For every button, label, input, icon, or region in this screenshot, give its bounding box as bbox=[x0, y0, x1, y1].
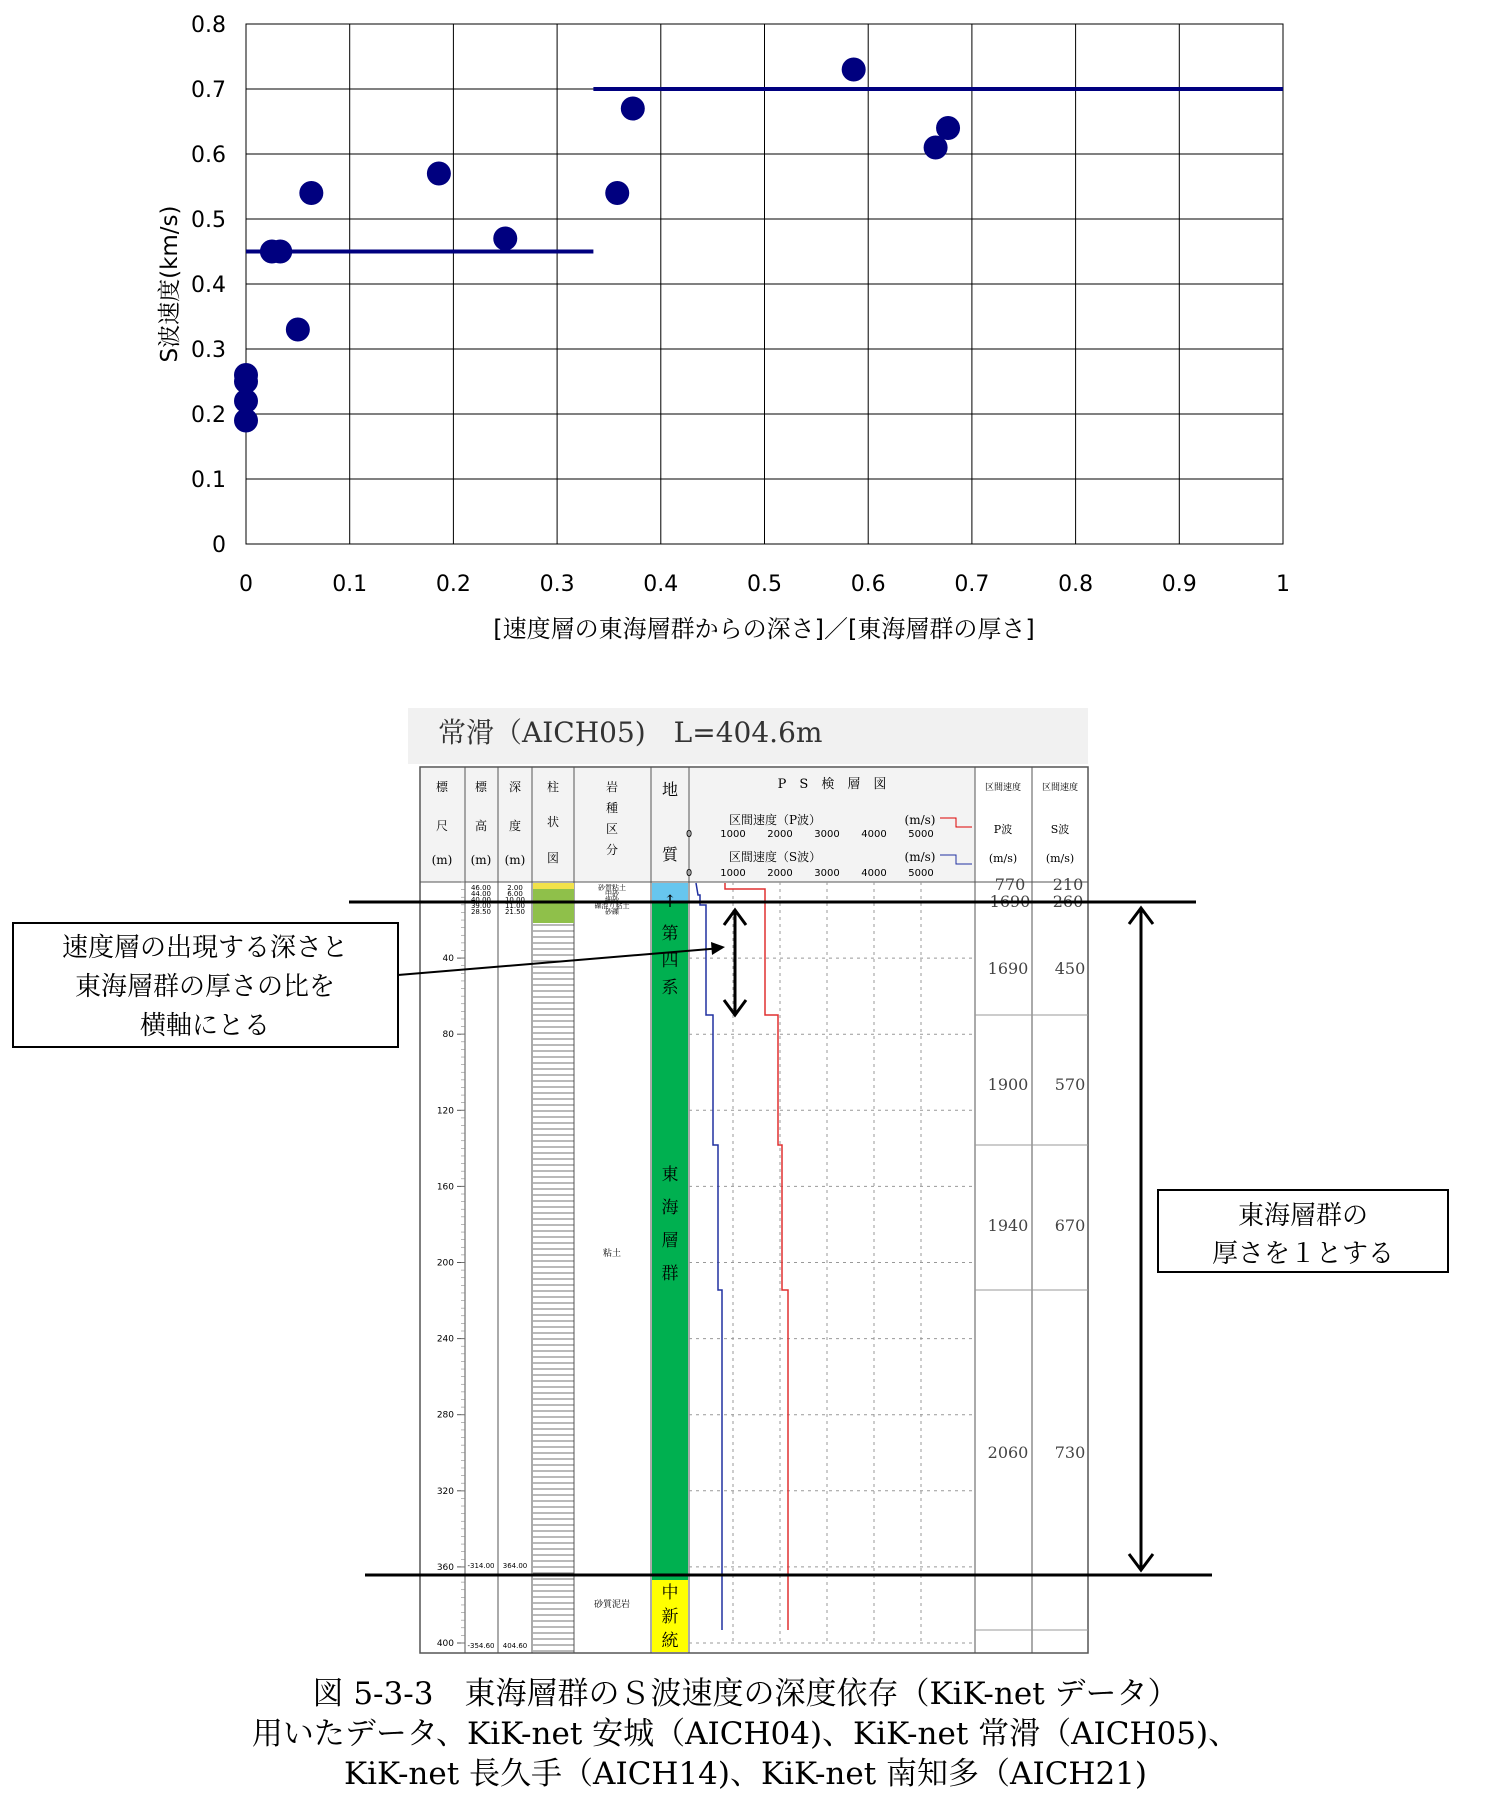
header-rock-2: 種 bbox=[605, 801, 619, 815]
header-vs-2: S波 bbox=[1050, 823, 1070, 836]
top-elev-value: 40.00 bbox=[470, 896, 492, 904]
top-rock-value: 砂礫 bbox=[605, 908, 619, 916]
header-depth-3: (m) bbox=[504, 853, 526, 867]
callout-right-line: 厚さを１とする bbox=[1211, 1239, 1395, 1269]
geo-tokai-4: 群 bbox=[661, 1264, 679, 1284]
geo-q-2: 四 bbox=[661, 951, 679, 971]
header-depth-1: 深 bbox=[508, 780, 522, 794]
header-elev-3: (m) bbox=[470, 853, 492, 867]
top-elev-value: 39.00 bbox=[470, 902, 492, 910]
y-tick-label: 0.7 bbox=[191, 78, 226, 103]
depth-tick-label: 160 bbox=[436, 1182, 454, 1193]
x-tick-label: 0.7 bbox=[954, 572, 990, 597]
data-point bbox=[621, 97, 645, 121]
data-point bbox=[234, 363, 258, 387]
geo-tokai-1: 東 bbox=[661, 1165, 679, 1185]
y-tick-label: 0.6 bbox=[191, 143, 226, 168]
header-column-2: 状 bbox=[546, 815, 560, 829]
top-rock-value: 砂質粘土 bbox=[598, 884, 626, 892]
depth-tick-label: 120 bbox=[436, 1106, 454, 1117]
x-tick-labels bbox=[239, 572, 1290, 597]
geo-neogene-3: 統 bbox=[661, 1631, 679, 1651]
geo-q-3: 系 bbox=[661, 978, 679, 998]
geo-neogene-1: 中 bbox=[661, 1583, 679, 1603]
top-depth-value: 2.00 bbox=[507, 884, 523, 892]
top-rock-value: 礫混り粘土 bbox=[594, 902, 630, 910]
header-p-unit: (m/s) bbox=[904, 813, 936, 827]
data-point bbox=[605, 181, 629, 205]
header-s-unit: (m/s) bbox=[904, 850, 936, 864]
header-rock-1: 岩 bbox=[605, 780, 619, 794]
y-tick-label: 0.4 bbox=[191, 273, 226, 298]
data-point bbox=[936, 116, 960, 140]
header-scale-2: 尺 bbox=[435, 819, 449, 833]
header-scale-3: (m) bbox=[431, 853, 453, 867]
log-title: 常滑（AICH05) L=404.6m bbox=[438, 716, 823, 749]
rock-label-clay: 粘土 bbox=[602, 1249, 622, 1259]
header-vp-3: (m/s) bbox=[988, 852, 1018, 865]
geo-q-1: 第 bbox=[661, 924, 679, 944]
header-s-label: 区間速度（S波） bbox=[728, 850, 822, 864]
x-tick-label: 0.5 bbox=[747, 572, 782, 597]
vp-value: 1690 bbox=[987, 959, 1029, 978]
depth-tick-label: 360 bbox=[436, 1562, 454, 1573]
y-tick-label: 0.3 bbox=[191, 338, 226, 363]
y-tick-label: 0.8 bbox=[191, 13, 226, 38]
vp-value: 2060 bbox=[987, 1443, 1029, 1462]
vp-value: 1940 bbox=[987, 1216, 1029, 1235]
top-soil-yellow bbox=[533, 883, 574, 889]
vs-value: 260 bbox=[1052, 892, 1084, 911]
ps-log-diagram bbox=[13, 708, 1448, 1653]
depth-tick-label: 40 bbox=[442, 954, 454, 965]
figure-caption-line3: KiK-net 長久手（AICH14)、KiK-net 南知多（AICH21) bbox=[343, 1756, 1147, 1792]
depth-tick-label: 240 bbox=[436, 1334, 454, 1345]
geo-q-arrow: ↑ bbox=[662, 892, 678, 912]
top-rock-value: 細砂 bbox=[605, 896, 619, 904]
vp-value: 1900 bbox=[987, 1075, 1029, 1094]
callout-right-line: 東海層群の bbox=[1237, 1201, 1369, 1231]
header-scale-1: 標 bbox=[435, 780, 449, 794]
s-tick-4000: 4000 bbox=[861, 868, 887, 879]
x-tick-label: 0.8 bbox=[1058, 572, 1094, 597]
top-depth-value: 10.00 bbox=[504, 896, 526, 904]
x-tick-label: 0.3 bbox=[539, 572, 575, 597]
depth-tick-label: 200 bbox=[436, 1258, 454, 1269]
geo-neogene-2: 新 bbox=[661, 1607, 679, 1627]
callout-left-line: 速度層の出現する深さと bbox=[61, 933, 349, 963]
callout-left-line: 横軸にとる bbox=[139, 1011, 271, 1041]
y-tick-label: 0.5 bbox=[191, 208, 226, 233]
thickness-arrow bbox=[1129, 908, 1153, 1570]
x-tick-label: 0.6 bbox=[850, 572, 886, 597]
vp-value: 1690 bbox=[989, 892, 1031, 911]
depth-tick-label: 400 bbox=[436, 1639, 454, 1649]
callout-left-line: 東海層群の厚さの比を bbox=[74, 972, 336, 1002]
figure-caption-line2: 用いたデータ、KiK-net 安城（AICH04)、KiK-net 常滑（AICH05)、 bbox=[251, 1716, 1240, 1752]
data-point bbox=[493, 227, 517, 251]
vs-value: 730 bbox=[1054, 1443, 1086, 1462]
header-geo-1: 地 bbox=[661, 780, 679, 799]
vs-value: 670 bbox=[1054, 1216, 1086, 1235]
s-tick-0: 0 bbox=[685, 868, 693, 879]
scatter-chart bbox=[157, 13, 1290, 643]
y-tick-label: 0 bbox=[212, 533, 226, 558]
vp-value: 770 bbox=[994, 875, 1026, 894]
top-depth-value: 21.50 bbox=[504, 908, 526, 916]
top-rock-value: 中砂 bbox=[605, 890, 619, 898]
bottom-elev-1: -314.00 bbox=[467, 1562, 495, 1570]
data-point bbox=[842, 58, 866, 82]
bottom-depth-1: 364.00 bbox=[502, 1562, 528, 1570]
depth-tick-label: 320 bbox=[436, 1486, 454, 1497]
header-geo-2: 質 bbox=[661, 845, 679, 864]
x-tick-label: 0.2 bbox=[435, 572, 471, 597]
x-tick-label: 1 bbox=[1276, 572, 1290, 597]
y-tick-label: 0.1 bbox=[191, 468, 226, 493]
p-tick-4000: 4000 bbox=[861, 829, 887, 840]
depth-tick-label: 80 bbox=[442, 1030, 454, 1041]
header-depth-2: 度 bbox=[508, 819, 522, 833]
s-tick-5000: 5000 bbox=[908, 868, 934, 879]
depth-tick-label: 280 bbox=[436, 1410, 454, 1421]
p-tick-0: 0 bbox=[685, 829, 693, 840]
data-point bbox=[268, 240, 292, 264]
top-depth-value: 6.00 bbox=[507, 890, 523, 898]
top-depth-value: 11.00 bbox=[504, 902, 526, 910]
header-vp-1: 区間速度 bbox=[984, 783, 1022, 793]
geo-tokai-2: 海 bbox=[661, 1198, 679, 1218]
header-column-3: 図 bbox=[546, 851, 560, 865]
y-axis-label: S波速度(km/s) bbox=[157, 205, 183, 363]
header-p-label: 区間速度（P波） bbox=[728, 813, 822, 827]
header-rock-3: 区 bbox=[605, 822, 619, 836]
y-tick-labels bbox=[191, 13, 226, 558]
header-vs-3: (m/s) bbox=[1045, 852, 1075, 865]
top-elev-value: 44.00 bbox=[470, 890, 492, 898]
data-point bbox=[286, 318, 310, 342]
p-tick-2000: 2000 bbox=[767, 829, 793, 840]
bottom-elev-2: -354.60 bbox=[467, 1642, 495, 1650]
bottom-depth-2: 404.60 bbox=[502, 1642, 528, 1650]
vs-value: 570 bbox=[1054, 1075, 1086, 1094]
x-tick-label: 0.9 bbox=[1161, 572, 1197, 597]
header-rock-4: 分 bbox=[605, 843, 619, 857]
header-elev-2: 高 bbox=[474, 819, 488, 833]
geo-tokai-3: 層 bbox=[661, 1231, 679, 1251]
x-tick-label: 0.4 bbox=[643, 572, 679, 597]
header-vp-2: P波 bbox=[993, 823, 1013, 836]
s-tick-1000: 1000 bbox=[720, 868, 746, 879]
data-point bbox=[427, 162, 451, 186]
data-point bbox=[299, 181, 323, 205]
header-column-1: 柱 bbox=[546, 780, 560, 794]
p-tick-3000: 3000 bbox=[814, 829, 840, 840]
vs-value: 450 bbox=[1054, 959, 1086, 978]
p-tick-1000: 1000 bbox=[720, 829, 746, 840]
y-tick-label: 0.2 bbox=[191, 403, 226, 428]
top-elev-value: 28.50 bbox=[470, 908, 492, 916]
header-elev-1: 標 bbox=[474, 780, 488, 794]
figure-caption-line1: 図 5-3-3 東海層群のＳ波速度の深度依存（KiK-net データ） bbox=[312, 1676, 1179, 1712]
vs-value: 210 bbox=[1052, 875, 1084, 894]
top-elev-value: 46.00 bbox=[470, 884, 492, 892]
x-tick-label: 0 bbox=[239, 572, 253, 597]
header-ps-title: P S 検 層 図 bbox=[777, 777, 887, 792]
rock-label-mudstone: 砂質泥岩 bbox=[593, 1600, 631, 1610]
p-tick-5000: 5000 bbox=[908, 829, 934, 840]
header-vs-1: 区間速度 bbox=[1041, 783, 1079, 793]
s-tick-2000: 2000 bbox=[767, 868, 793, 879]
x-axis-label: [速度層の東海層群からの深さ]／[東海層群の厚さ] bbox=[493, 615, 1035, 643]
s-tick-3000: 3000 bbox=[814, 868, 840, 879]
x-tick-label: 0.1 bbox=[332, 572, 368, 597]
